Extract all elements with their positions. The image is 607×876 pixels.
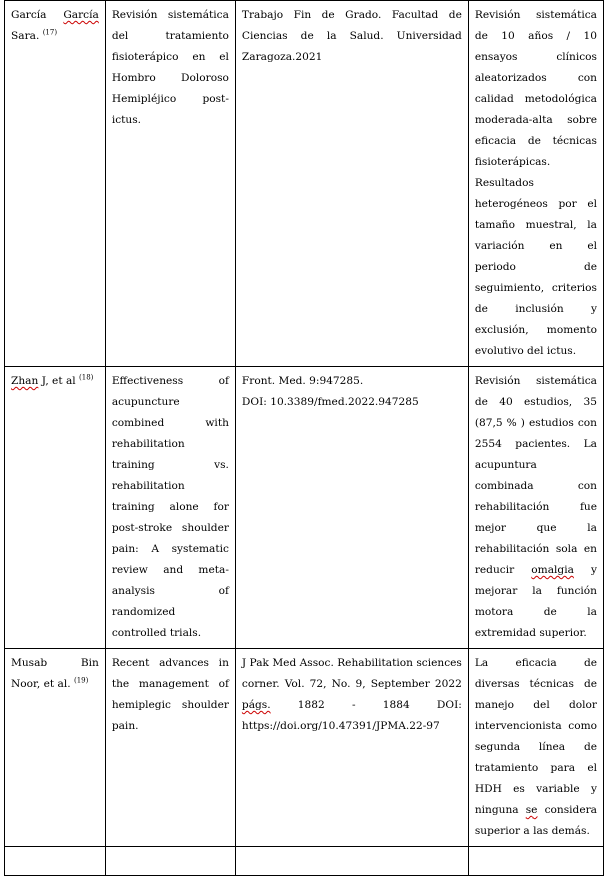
spellcheck-word: se	[525, 804, 538, 816]
result-cell: La eficacia de diversas técnicas de manejo del dolor intervencionista como segunda línea de tratamiento para el HDH es variable y ninguna se considera superior a las demás.	[468, 649, 603, 847]
reference-number: (17)	[42, 28, 58, 37]
author-cell: García García Sara. $^{(17)}$	[5, 1, 106, 367]
author-cell: Zhan J, et al $^{(18)}$	[5, 367, 106, 649]
empty-cell	[5, 847, 106, 876]
table-row	[5, 367, 604, 649]
table-row-empty	[5, 847, 604, 876]
author-cell: Musab Bin Noor, et al. $^{(19)}$	[5, 649, 106, 847]
title-cell: Revisión sistemática del tratamiento fisioterápico en el Hombro Doloroso Hemipléjico post-ictus.	[105, 1, 235, 367]
source-cell: Front. Med. 9:947285. DOI: 10.3389/fmed.2022.947285	[235, 367, 468, 649]
spellcheck-word: págs.	[241, 699, 271, 711]
spellcheck-word: omalgia	[531, 564, 574, 576]
result-cell: Revisión sistemática de 10 años / 10 ensayos clínicos aleatorizados con calidad metodológica moderada-alta sobre eficacia de técnicas fisioterápicas. Resultados heterogéneos por el tamaño muestral, la variación en el periodo de seguimiento, criterios de inclusión y exclusión, momento evolutivo del ictus.	[468, 1, 603, 367]
reference-number: (18)	[79, 373, 94, 382]
empty-cell	[235, 847, 468, 876]
empty-cell	[105, 847, 235, 876]
title-cell: Recent advances in the management of hemiplegic shoulder pain.	[105, 649, 235, 847]
references-table	[4, 0, 604, 876]
result-cell: Revisión sistemática de 40 estudios, 35 (87,5 % ) estudios con 2554 pacientes. La acupuntura combinada con rehabilitación fue mejor que la rehabilitación sola en reducir omalgia y mejorar la función motora de la extremidad superior.	[468, 367, 603, 649]
empty-cell	[468, 847, 603, 876]
spellcheck-word: García	[63, 9, 99, 21]
table-row	[5, 1, 604, 367]
table-row	[5, 649, 604, 847]
source-cell: J Pak Med Assoc. Rehabilitation sciences corner. Vol. 72, No. 9, September 2022 págs. 1882 - 1884 DOI: https://doi.org/10.47391/JPMA.22-97	[235, 649, 468, 847]
title-cell: Effectiveness of acupuncture combined with rehabilitation training vs. rehabilitation training alone for post-stroke shoulder pain: A systematic review and meta-analysis of randomized controlled trials.	[105, 367, 235, 649]
reference-number: (19)	[74, 676, 89, 685]
source-cell: Trabajo Fin de Grado. Facultad de Ciencias de la Salud. Universidad Zaragoza.2021	[235, 1, 468, 367]
spellcheck-word: Zhan	[11, 375, 39, 387]
